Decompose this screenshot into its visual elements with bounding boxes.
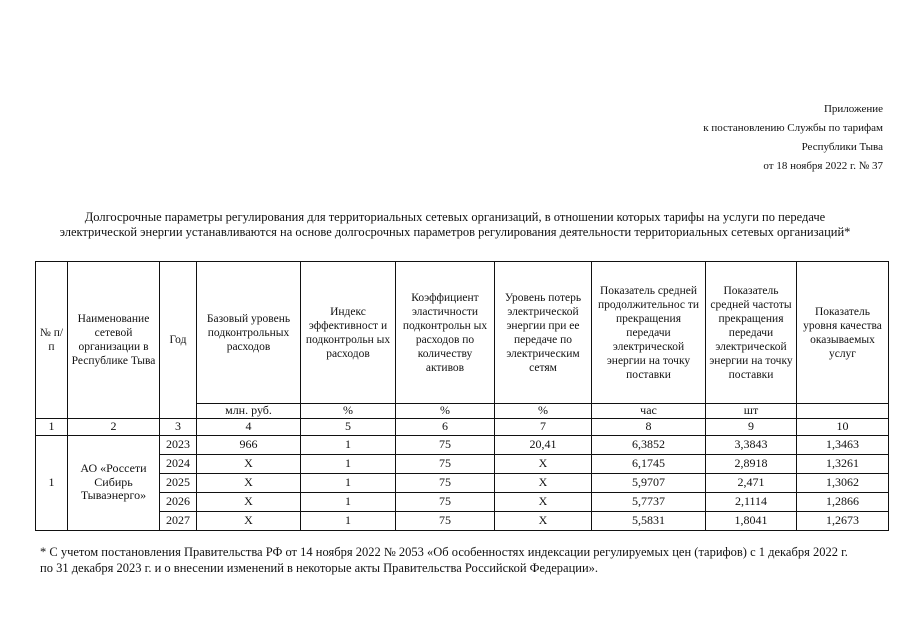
year-cell: 2023 [160,435,197,454]
interruption-frequency-cell: 1,8041 [706,511,797,530]
column-number-cell: 10 [797,418,889,435]
appendix-header [703,100,883,176]
unit-cell: % [396,404,495,419]
column-number-cell: 1 [36,418,68,435]
elasticity-coef-cell: 75 [396,473,495,492]
table-row [36,511,889,530]
appendix-line: Республики Тыва [801,141,883,153]
row-number-cell: 1 [36,435,68,530]
year-cell: 2024 [160,454,197,473]
loss-level-cell: Х [495,492,592,511]
service-quality-cell: 1,3463 [797,435,889,454]
footnote-line: по 31 декабря 2023 г. и о внесении изменений в некоторые акты Правительства Российской Федерации». [40,561,599,575]
elasticity-coef-cell: 75 [396,435,495,454]
service-quality-cell: 1,3261 [797,454,889,473]
year-cell: 2026 [160,492,197,511]
interruption-frequency-cell: 2,471 [706,473,797,492]
interruption-frequency-cell: 3,3843 [706,435,797,454]
header-cell: Базовый уровень подконтрольных расходов [197,262,301,404]
header-cell: Наименование сетевой организации в Республике Тыва [68,262,160,419]
year-cell: 2025 [160,473,197,492]
loss-level-cell: Х [495,473,592,492]
service-quality-cell: 1,2866 [797,492,889,511]
header-row [36,262,889,404]
column-number-cell: 9 [706,418,797,435]
footnote [40,544,890,576]
title-line: Долгосрочные параметры регулирования для территориальных сетевых организаций, в отношении которых тарифы на услуги по передаче [84,210,826,224]
header-cell: № п/п [36,262,68,419]
base-cost-cell: Х [197,454,301,473]
column-number-cell: 4 [197,418,301,435]
interruption-frequency-cell: 2,1114 [706,492,797,511]
column-number-cell: 3 [160,418,197,435]
header-cell: Показатель средней частоты прекращения передачи электрической энергии на точку поставки [706,262,797,404]
loss-level-cell: Х [495,454,592,473]
base-cost-cell: Х [197,473,301,492]
header-cell: Индекс эффективност и подконтрольн ых расходов [301,262,396,404]
appendix-line: от 18 ноября 2022 г. № 37 [763,160,883,172]
footnote-line: * С учетом постановления Правительства РФ от 14 ноября 2022 № 2053 «Об особенностях индексации регулируемых цен (тарифов) с 1 декабря 2022 г. [40,545,848,559]
loss-level-cell: 20,41 [495,435,592,454]
interruption-duration-cell: 5,7737 [592,492,706,511]
table-row [36,454,889,473]
interruption-duration-cell: 6,3852 [592,435,706,454]
column-number-cell: 6 [396,418,495,435]
column-numbers-row [36,418,889,435]
unit-cell: шт [706,404,797,419]
elasticity-coef-cell: 75 [396,511,495,530]
header-cell: Показатель средней продолжительнос ти прекращения передачи электрической энергии на точку поставки [592,262,706,404]
elasticity-coef-cell: 75 [396,492,495,511]
elasticity-coef-cell: 75 [396,454,495,473]
base-cost-cell: Х [197,492,301,511]
header-cell: Год [160,262,197,419]
efficiency-index-cell: 1 [301,473,396,492]
efficiency-index-cell: 1 [301,492,396,511]
unit-cell: % [495,404,592,419]
service-quality-cell: 1,2673 [797,511,889,530]
interruption-duration-cell: 6,1745 [592,454,706,473]
table-row [36,492,889,511]
header-cell: Показатель уровня качества оказываемых услуг [797,262,889,404]
column-number-cell: 7 [495,418,592,435]
interruption-duration-cell: 5,5831 [592,511,706,530]
column-number-cell: 2 [68,418,160,435]
document-title [30,210,880,240]
base-cost-cell: Х [197,511,301,530]
year-cell: 2027 [160,511,197,530]
base-cost-cell: 966 [197,435,301,454]
unit-cell [797,404,889,419]
title-line: электрической энергии устанавливаются на основе долгосрочных параметров регулирования деятельности территориальных сетевых организаций* [59,225,851,239]
column-number-cell: 8 [592,418,706,435]
unit-cell: % [301,404,396,419]
efficiency-index-cell: 1 [301,435,396,454]
organization-cell: АО «Россети Сибирь Тываэнерго» [68,435,160,530]
column-number-cell: 5 [301,418,396,435]
interruption-duration-cell: 5,9707 [592,473,706,492]
service-quality-cell: 1,3062 [797,473,889,492]
table-row [36,473,889,492]
unit-cell: час [592,404,706,419]
appendix-line: Приложение [823,103,883,115]
table-row [36,435,889,454]
regulation-parameters-table [35,261,889,531]
interruption-frequency-cell: 2,8918 [706,454,797,473]
efficiency-index-cell: 1 [301,454,396,473]
header-cell: Уровень потерь электрической энергии при ее передаче по электрическим сетям [495,262,592,404]
efficiency-index-cell: 1 [301,511,396,530]
appendix-line: к постановлению Службы по тарифам [703,122,883,134]
loss-level-cell: Х [495,511,592,530]
unit-cell: млн. руб. [197,404,301,419]
header-cell: Коэффициент эластичности подконтрольн ых расходов по количеству активов [396,262,495,404]
